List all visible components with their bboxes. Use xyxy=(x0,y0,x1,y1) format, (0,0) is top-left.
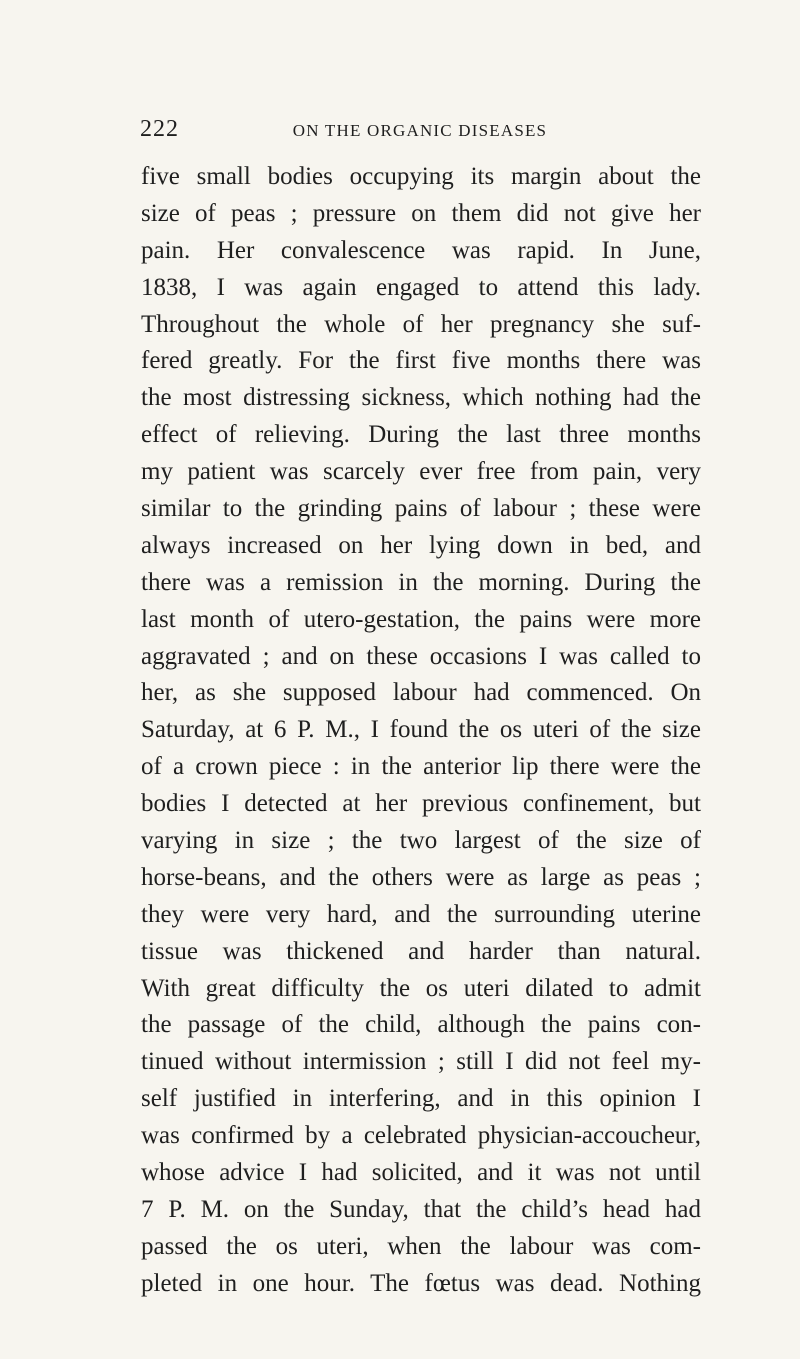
text-line: similar to the grinding pains of labour ; these were xyxy=(141,495,701,523)
text-line: five small bodies occupying its margin about the xyxy=(141,163,701,190)
text-line: 1838, I was again engaged to attend this lady. xyxy=(141,273,701,301)
text-line: there was a remission in the morning. During the xyxy=(141,568,701,596)
page-header xyxy=(140,116,700,146)
text-line: 7 P. M. on the Sunday, that the child’s head had xyxy=(141,1195,701,1223)
text-line: the most distressing sickness, which nothing had the xyxy=(141,384,701,412)
text-line: Throughout the whole of her pregnancy she suf- xyxy=(141,310,701,338)
text-line: last month of utero-gestation, the pains were more xyxy=(141,605,701,633)
text-line: tissue was thickened and harder than natural. xyxy=(141,937,701,965)
page-number: 222 xyxy=(140,116,179,142)
text-line: horse-beans, and the others were as large as peas ; xyxy=(141,863,701,891)
text-line: pain. Her convalescence was rapid. In June, xyxy=(141,236,701,264)
text-line: pleted in one hour. The fœtus was dead. Nothing xyxy=(141,1269,701,1297)
text-line: effect of relieving. During the last three months xyxy=(141,421,701,449)
text-line: fered greatly. For the first five months there was xyxy=(141,347,701,375)
running-head: ON THE ORGANIC DISEASES xyxy=(292,121,548,140)
text-line: passed the os uteri, when the labour was com- xyxy=(141,1232,701,1260)
text-line: whose advice I had solicited, and it was not until xyxy=(141,1159,701,1187)
text-line: the passage of the child, although the pains con- xyxy=(141,1011,701,1039)
text-line: was confirmed by a celebrated physician-accoucheur, xyxy=(141,1122,701,1150)
text-line: always increased on her lying down in bed, and xyxy=(141,531,701,559)
text-line: my patient was scarcely ever free from pain, very xyxy=(141,458,701,486)
text-line: aggravated ; and on these occasions I was called to xyxy=(141,642,701,670)
text-line: With great difficulty the os uteri dilated to admit xyxy=(141,974,701,1002)
text-line: tinued without intermission ; still I did not feel my- xyxy=(141,1048,701,1076)
body-text xyxy=(141,159,701,1303)
text-line: of a crown piece : in the anterior lip there were the xyxy=(141,753,701,781)
text-line: varying in size ; the two largest of the size of xyxy=(141,827,701,855)
text-line: Saturday, at 6 P. M., I found the os uteri of the size xyxy=(141,716,701,744)
text-line: bodies I detected at her previous confinement, but xyxy=(141,790,701,818)
text-line: they were very hard, and the surrounding uterine xyxy=(141,900,701,928)
text-line: self justified in interfering, and in this opinion I xyxy=(141,1085,701,1113)
text-line: size of peas ; pressure on them did not give her xyxy=(141,199,701,227)
text-line: her, as she supposed labour had commenced. On xyxy=(141,679,701,707)
